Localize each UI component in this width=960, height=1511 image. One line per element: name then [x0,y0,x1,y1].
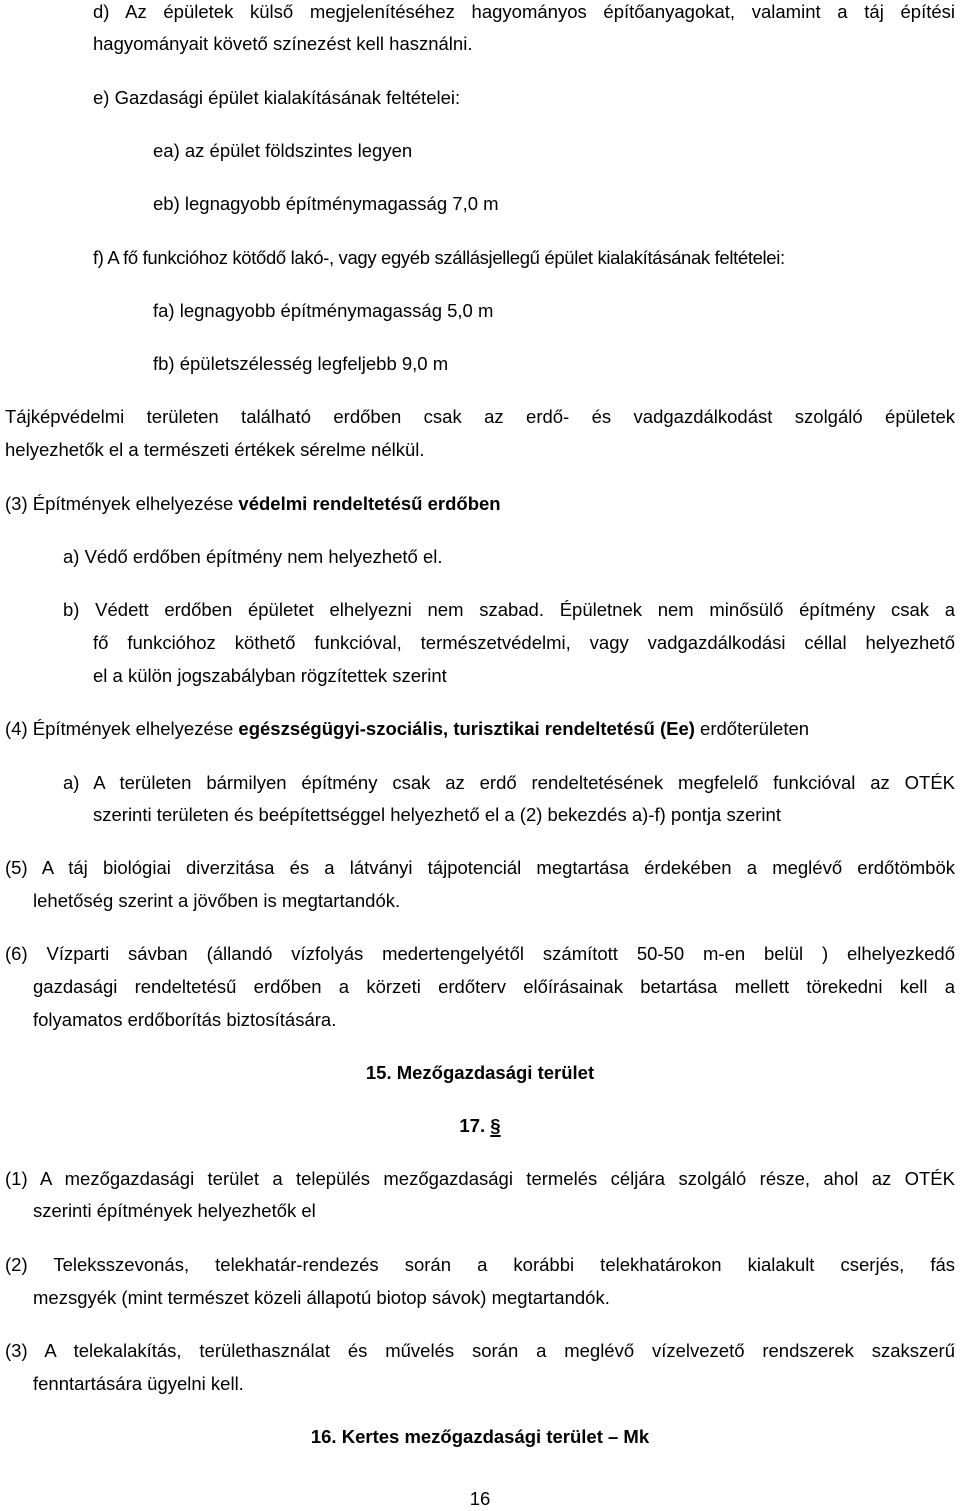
item-3b-line1: b) Védett erdőben épületet elhelyezni nem szabad. Épületnek nem minősülő építmény csak a [63,599,955,620]
paragraph-q3-line2: fenntartására ügyelni kell. [33,1373,244,1394]
paragraph-4-tail: erdőterületen [694,718,810,739]
paragraph-3-text: (3) Építmények elhelyezése [5,493,239,514]
section-heading-16-text: 16. Kertes mezőgazdasági terület – Mk [310,1426,650,1447]
paragraph-q2-line1: (2) Teleksszevonás, telekhatár-rendezés során a korábbi telekhatárokon kialakult cserjés, fás [5,1254,955,1275]
item-ea: ea) az épület földszintes legyen [153,140,413,161]
paragraph-4-bold: egészségügyi-szociális, turisztikai rendeltetésű (Ee) [238,718,695,739]
paragraph-q1-line1: (1) A mezőgazdasági terület a település mezőgazdasági termelés céljára szolgáló része, ahol az OTÉK [5,1168,955,1189]
paragraph-q1-line2: szerinti építmények helyezhetők el [33,1200,316,1221]
paragraph-tajkep-line2: helyezhetők el a természeti értékek sérelme nélkül. [5,439,425,460]
paragraph-6-line1: (6) Vízparti sávban (állandó vízfolyás medertengelyétől számított 50-50 m-en belül ) elhelyezkedő [5,943,955,964]
article-number: 17. [459,1115,491,1136]
paragraph-q2-line2: mezsgyék (mint természet közeli állapotú biotop sávok) megtartandók. [33,1287,610,1308]
paragraph-4-text: (4) Építmények elhelyezése [5,718,239,739]
paragraph-6-line2: gazdasági rendeltetésű erdőben a körzeti erdőterv előírásainak betartása mellett törekedni kell a [33,976,955,997]
paragraph-6-line3: folyamatos erdőborítás biztosítására. [33,1009,337,1030]
paragraph-d-line1: d) Az épületek külső megjelenítéséhez hagyományos építőanyagokat, valamint a táj építési [93,1,955,22]
paragraph-tajkep-line1: Tájképvédelmi területen található erdőben csak az erdő- és vadgazdálkodást szolgáló épületek [5,406,955,427]
page-number: 16 [469,1488,491,1509]
paragraph-q3-line1: (3) A telekalakítás, területhasználat és művelés során a meglévő vízelvezető rendszerek szakszerű [5,1340,955,1361]
item-eb: eb) legnagyobb építménymagasság 7,0 m [153,193,499,214]
paragraph-d-line2: hagyományait követő színezést kell használni. [93,33,473,54]
item-4a-line1: a) A területen bármilyen építmény csak az erdő rendeltetésének megfelelő funkcióval az OTÉK [63,772,955,793]
item-fa: fa) legnagyobb építménymagasság 5,0 m [153,300,494,321]
section-heading-15 [0,1061,960,1085]
paragraph-3-heading [5,492,501,516]
paragraph-3-bold: védelmi rendeltetésű erdőben [238,493,501,514]
item-3b-line2: fő funkcióhoz köthető funkcióval, természetvédelmi, vagy vadgazdálkodási céllal helyezhető [93,632,955,653]
paragraph-5-line1: (5) A táj biológiai diverzitása és a látványi tájpotenciál megtartása érdekében a meglévő erdőtömbök [5,857,955,878]
section-sign: § [490,1115,501,1136]
paragraph-e: e) Gazdasági épület kialakításának feltételei: [93,87,461,108]
item-fb: fb) épületszélesség legfeljebb 9,0 m [153,353,449,374]
item-3a: a) Védő erdőben építmény nem helyezhető el. [63,546,443,567]
section-heading-16 [0,1425,960,1449]
article-heading-17 [0,1114,960,1138]
paragraph-5-line2: lehetőség szerint a jövőben is megtartandók. [33,890,401,911]
item-4a-line2: szerinti területen és beépítettséggel helyezhető el a (2) bekezdés a)-f) pontja szerint [93,804,781,825]
section-heading-15-text: 15. Mezőgazdasági terület [365,1062,595,1083]
paragraph-f: f) A fő funkcióhoz kötődő lakó-, vagy egyéb szállásjellegű épület kialakításának feltételei: [93,247,785,268]
paragraph-4-heading [5,717,809,741]
item-3b-line3: el a külön jogszabályban rögzítettek szerint [93,665,447,686]
